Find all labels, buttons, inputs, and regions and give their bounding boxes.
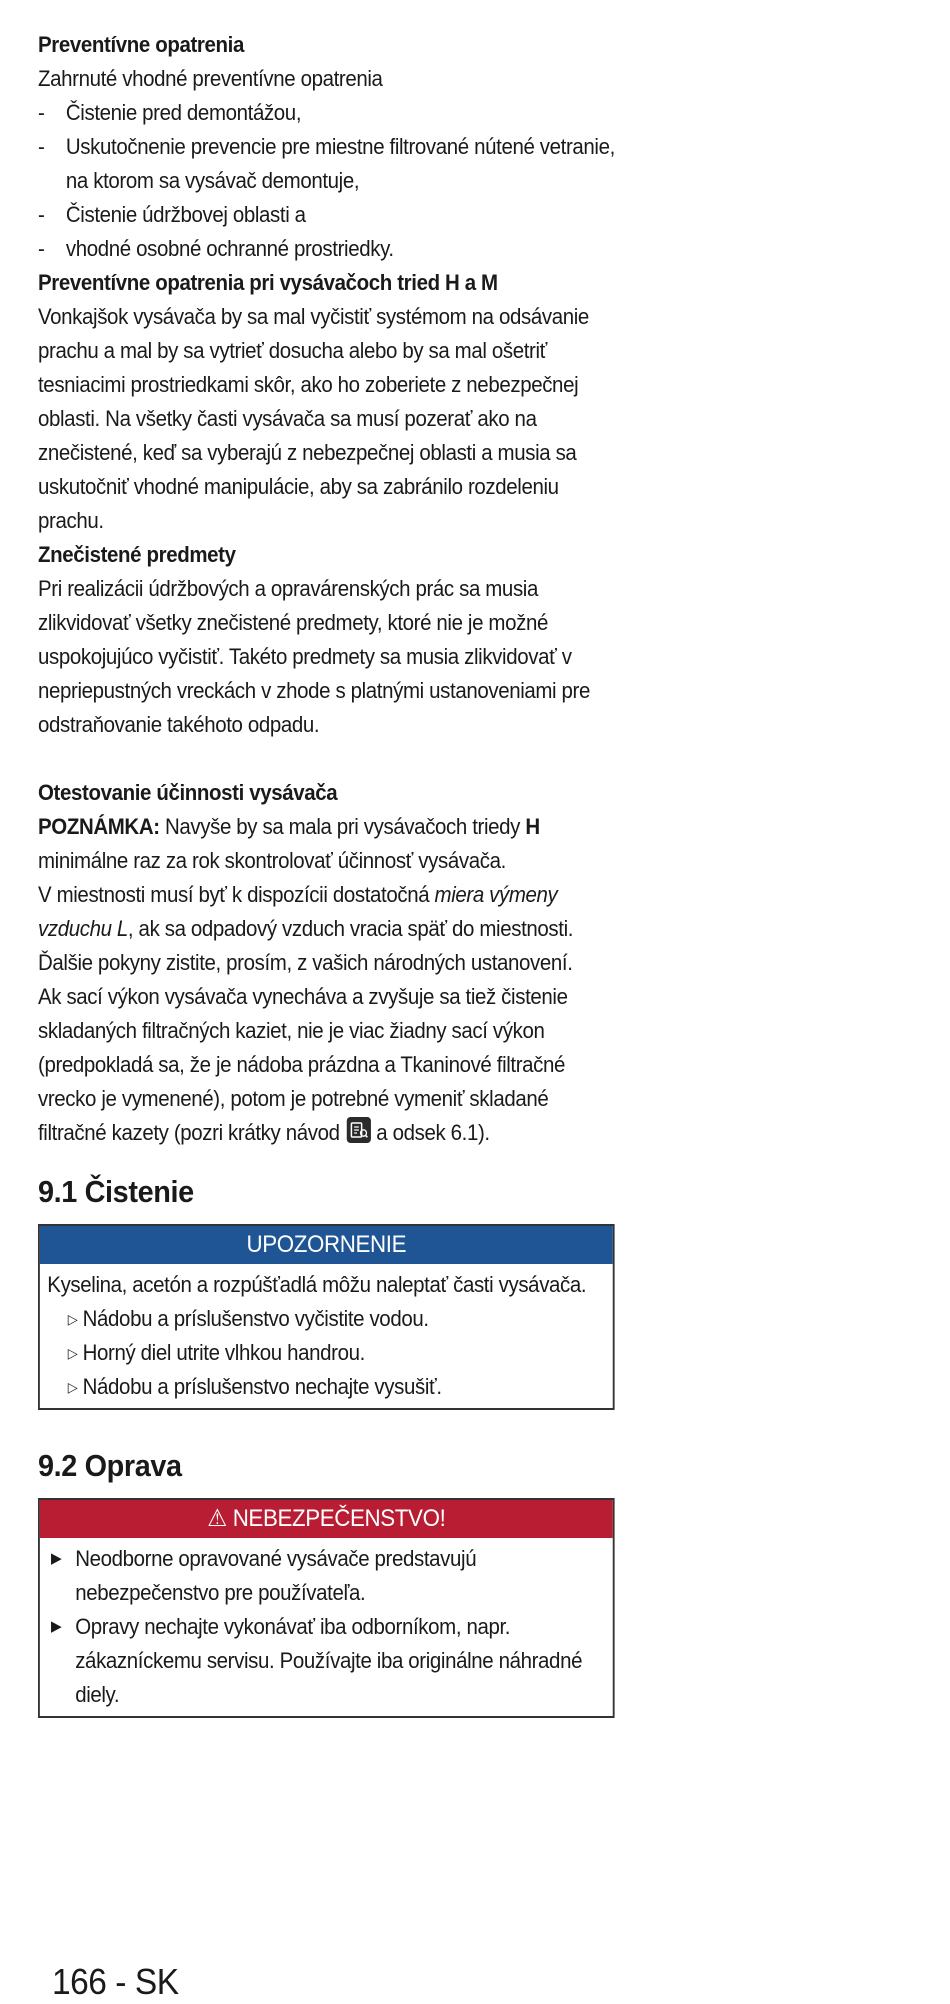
list-item: - Čistenie údržbovej oblasti a	[38, 198, 616, 232]
contaminated-paragraph: Pri realizácii údržbových a opravárenských prác sa musia zlikvidovať všetky znečistené predmety, ktoré nie je možné uspokojujúco vyčistiť. Takéto predmety sa musia zlikvidovať v nepriepustných vreckách v zhode s platnými ustanoveniami pre odstraňovanie takéhoto odpadu.	[38, 576, 591, 737]
danger-label: NEBEZPEČENSTVO!	[232, 1505, 446, 1532]
triangle-bullet-icon: ▷	[67, 1311, 78, 1327]
repair-list	[47, 1542, 605, 1712]
document-body	[38, 28, 616, 1718]
notice-header: UPOZORNENIE	[40, 1226, 613, 1264]
testing-heading: Otestovanie účinnosti vysávača	[38, 780, 338, 805]
triangle-bullet-icon: ▷	[67, 1379, 78, 1395]
list-item	[47, 1610, 605, 1712]
testing-filter	[38, 980, 616, 1150]
list-item-text: Nádobu a príslušenstvo vyčistite vodou.	[82, 1306, 429, 1331]
p4-text-b: a odsek 6.1).	[370, 1120, 490, 1145]
list-item-text: Horný diel utrite vlhkou handrou.	[82, 1340, 365, 1365]
list-item: - Uskutočnenie prevencie pre miestne filtrované nútené vetranie, na ktorom sa vysávač demontuje,	[38, 130, 616, 198]
notice-body	[40, 1264, 613, 1408]
cleaning-title: 9.1 Čistenie	[38, 1174, 194, 1209]
cleaning-notice-box	[38, 1224, 615, 1410]
arrow-bullet-icon: ▶	[51, 1550, 62, 1567]
notice-intro: Kyselina, acetón a rozpúšťadlá môžu naleptať časti vysávača.	[47, 1272, 587, 1297]
triangle-bullet-icon: ▷	[67, 1345, 78, 1361]
list-item: - vhodné osobné ochranné prostriedky.	[38, 232, 616, 266]
list-item-text: Neodborne opravované vysávače predstavujú nebezpečenstvo pre používateľa.	[75, 1546, 477, 1605]
repair-title: 9.2 Oprava	[38, 1448, 182, 1483]
preventive-heading: Preventívne opatrenia	[38, 32, 244, 57]
danger-header	[40, 1500, 613, 1538]
list-item	[47, 1370, 605, 1404]
p2-italic: miera výmeny vzduchu L	[38, 882, 558, 941]
p2-text-b: , ak sa odpadový vzduch vracia späť do miestnosti.	[127, 916, 574, 941]
preventive-intro: Zahrnuté vhodné preventívne opatrenia	[38, 66, 383, 91]
hm-heading: Preventívne opatrenia pri vysávačoch tried H a M	[38, 270, 498, 295]
note-label: POZNÁMKA:	[38, 814, 160, 839]
spacer	[38, 742, 616, 776]
p2-text-a: V miestnosti musí byť k dispozícii dostatočná	[38, 882, 435, 907]
testing-note	[38, 810, 616, 878]
list-item	[47, 1302, 605, 1336]
list-item: - Čistenie pred demontážou,	[38, 96, 616, 130]
testing-air-exchange	[38, 878, 616, 946]
p4-text-a: Ak sací výkon vysávača vynecháva a zvyšuje sa tiež čistenie skladaných filtračných kaziet, nie je viac žiadny sací výkon (predpokladá sa, že je nádoba prázdna a Tkaninové filtračné vrecko je vymenené), potom je potrebné vymeniť skladané filtračné kazety (pozri krátky návod	[38, 984, 568, 1145]
list-item-text: Opravy nechajte vykonávať iba odborníkom, napr. zákazníckemu servisu. Používajte iba originálne náhradné diely.	[75, 1614, 583, 1707]
page-number: 166 - SK	[52, 1961, 179, 2002]
list-item-text: Nádobu a príslušenstvo nechajte vysušiť.	[82, 1374, 442, 1399]
note-class: H	[525, 814, 540, 839]
note-text-a: Navyše by sa mala pri vysávačoch triedy	[159, 814, 526, 839]
warning-triangle-icon: ⚠	[207, 1505, 227, 1532]
testing-national: Ďalšie pokyny zistite, prosím, z vašich národných ustanovení.	[38, 950, 573, 975]
quick-guide-icon	[347, 1117, 371, 1143]
contaminated-heading: Znečistené predmety	[38, 542, 236, 567]
danger-body	[40, 1538, 613, 1716]
arrow-bullet-icon: ▶	[51, 1618, 62, 1635]
note-text-b: minimálne raz za rok skontrolovať účinnosť vysávača.	[38, 848, 506, 873]
repair-danger-box	[38, 1498, 615, 1718]
list-item	[47, 1542, 605, 1610]
cleaning-list	[47, 1302, 605, 1404]
list-item	[47, 1336, 605, 1370]
hm-paragraph: Vonkajšok vysávača by sa mal vyčistiť systémom na odsávanie prachu a mal by sa vytrieť dosucha alebo by sa mal ošetriť tesniacimi prostriedkami skôr, ako ho zoberiete z nebezpečnej oblasti. Na všetky časti vysávača sa musí pozerať ako na znečistené, keď sa vyberajú z nebezpečnej oblasti a musia sa uskutočniť vhodné manipulácie, aby sa zabránilo rozdeleniu prachu.	[38, 304, 589, 533]
preventive-list	[38, 96, 616, 266]
